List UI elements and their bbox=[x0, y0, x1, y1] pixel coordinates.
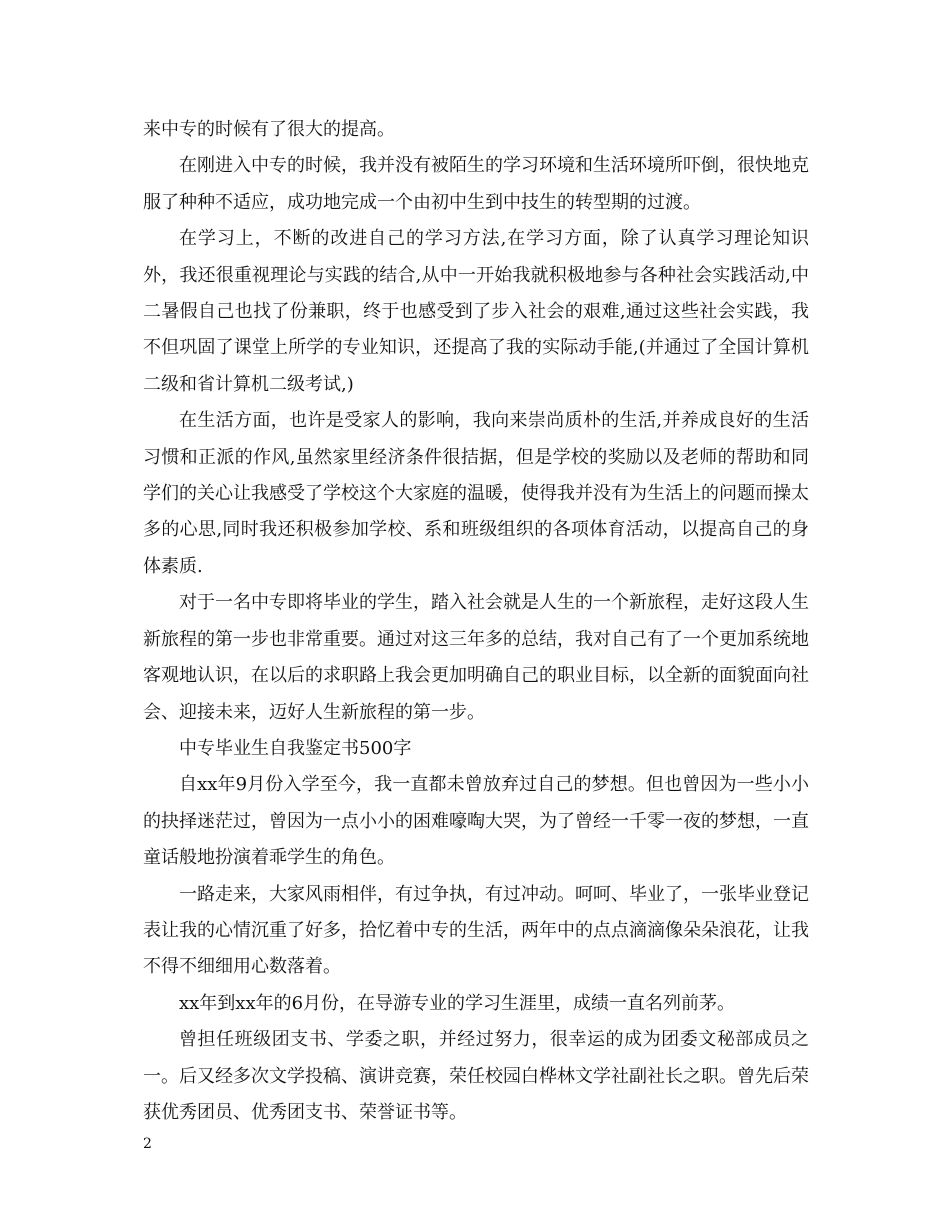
paragraph-1: 来中专的时候有了很大的提高。 bbox=[143, 119, 395, 140]
document-body bbox=[143, 112, 809, 1131]
paragraph-7: 自xx年9月份入学至今，我一直都未曾放弃过自己的梦想。但也曾因为一些小小的抉择迷茫过，曾因为一点小小的困难嚎啕大哭，为了曾经一千零一夜的梦想，一直童话般地扮演着乖学生的角色。 bbox=[143, 774, 809, 869]
paragraph-4: 在生活方面，也许是受家人的影响，我向来崇尚质朴的生活,并养成良好的生活习惯和正派的作风,虽然家里经济条件很拮据，但是学校的奖励以及老师的帮助和同学们的关心让我感受了学校这个大家庭的温暖，使得我并没有为生活上的问题而操太多的心思,同时我还积极参加学校、系和班级组织的各项体育活动，以提高自己的身体素质. bbox=[143, 410, 809, 577]
paragraph-3: 在学习上，不断的改进自己的学习方法,在学习方面，除了认真学习理论知识外，我还很重视理论与实践的结合,从中一开始我就积极地参与各种社会实践活动,中二暑假自己也找了份兼职，终于也感受到了步入社会的艰难,通过这些社会实践，我不但巩固了课堂上所学的专业知识，还提高了我的实际动手能,(并通过了全国计算机二级和省计算机二级考试,) bbox=[143, 228, 809, 395]
paragraph-8: 一路走来，大家风雨相伴，有过争执，有过冲动。呵呵、毕业了，一张毕业登记表让我的心情沉重了好多，拾忆着中专的生活，两年中的点点滴滴像朵朵浪花，让我不得不细细用心数落着。 bbox=[143, 883, 809, 978]
page-number: 2 bbox=[143, 1136, 152, 1152]
paragraph-10: 曾担任班级团支书、学委之职，并经过努力，很幸运的成为团委文秘部成员之一。后又经多次文学投稿、演讲竞赛，荣任校园白桦林文学社副社长之职。曾先后荣获优秀团员、优秀团支书、荣誉证书等。 bbox=[143, 1029, 809, 1123]
paragraph-2: 在刚进入中专的时候，我并没有被陌生的学习环境和生活环境所吓倒，很快地克服了种种不适应，成功地完成一个由初中生到中技生的转型期的过渡。 bbox=[143, 155, 809, 213]
paragraph-5: 对于一名中专即将毕业的学生，踏入社会就是人生的一个新旅程，走好这段人生新旅程的第一步也非常重要。通过对这三年多的总结，我对自己有了一个更加系统地客观地认识，在以后的求职路上我会更加明确自己的职业目标，以全新的面貌面向社会、迎接未来，迈好人生新旅程的第一步。 bbox=[143, 592, 809, 723]
paragraph-9: xx年到xx年的6月份，在导游专业的学习生涯里，成绩一直名列前茅。 bbox=[179, 992, 736, 1014]
section-heading: 中专毕业生自我鉴定书500字 bbox=[179, 737, 412, 759]
